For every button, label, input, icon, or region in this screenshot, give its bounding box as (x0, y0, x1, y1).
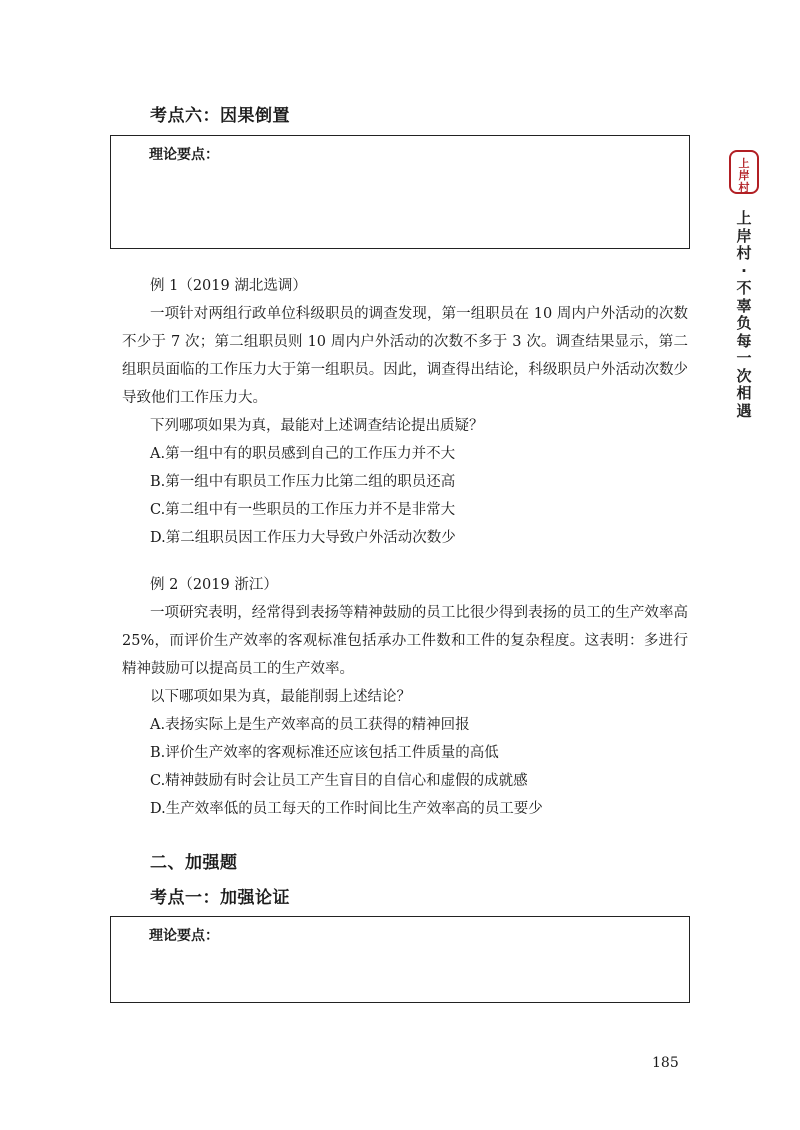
seal-char: 上 (738, 157, 750, 170)
slogan-char: 辜 (736, 296, 752, 315)
example-2 (122, 571, 688, 823)
slogan-char: 每 (736, 331, 752, 350)
option-b: B.评价生产效率的客观标准还应该包括工件质量的高低 (150, 745, 499, 761)
option-d: D.第二组职员因工作压力大导致户外活动次数少 (150, 530, 456, 546)
section-heading-cause-reversal: 考点六：因果倒置 (150, 106, 290, 126)
slogan-char: 相 (736, 384, 752, 402)
sidebar-brand (727, 150, 761, 420)
theory-box-1 (110, 135, 690, 249)
example-title: 例 2（2019 浙江） (150, 577, 278, 593)
seal-char: 岸 (738, 169, 750, 182)
section-heading-strengthen-argument: 考点一：加强论证 (150, 888, 290, 908)
option-c: C.第二组中有一些职员的工作压力并不是非常大 (150, 502, 456, 518)
slogan-char: 村 (736, 244, 752, 262)
example-paragraph: 一项研究表明，经常得到表扬等精神鼓励的员工比很少得到表扬的员工的生产效率高 25%，而评价生产效率的客观标准包括承办工件数和工件的复杂程度。这表明：多进行精神鼓励可以提高员工的生产效率。 (122, 605, 688, 677)
brand-slogan (727, 210, 761, 420)
brand-seal-icon (729, 150, 759, 194)
slogan-char: 一 (736, 349, 752, 367)
slogan-char: 次 (736, 366, 752, 385)
seal-char: 村 (738, 181, 750, 194)
slogan-char: 岸 (736, 226, 752, 245)
example-title: 例 1（2019 湖北选调） (150, 278, 307, 294)
slogan-char: 负 (736, 314, 752, 332)
part-heading-strengthen: 二、加强题 (150, 853, 238, 873)
slogan-char: 上 (736, 209, 752, 227)
example-question: 下列哪项如果为真，最能对上述调查结论提出质疑？ (150, 418, 484, 434)
theory-box-label: 理论要点： (149, 928, 219, 944)
option-b: B.第一组中有职员工作压力比第二组的职员还高 (150, 474, 456, 490)
option-a: A.表扬实际上是生产效率高的员工获得的精神回报 (150, 717, 470, 733)
option-c: C.精神鼓励有时会让员工产生盲目的自信心和虚假的成就感 (150, 773, 528, 789)
example-1 (122, 272, 688, 552)
example-paragraph: 一项针对两组行政单位科级职员的调查发现，第一组职员在 10 周内户外活动的次数不少于 7 次；第二组职员则 10 周内户外活动的次数不多于 3 次。调查结果显示，第二组职员面临的工作压力大于第一组职员。因此，调查得出结论，科级职员户外活动次数少导致他们工作压力大。 (122, 306, 688, 406)
theory-box-label: 理论要点： (149, 147, 219, 163)
example-question: 以下哪项如果为真，最能削弱上述结论？ (150, 689, 411, 705)
page-number: 185 (652, 1055, 679, 1071)
option-a: A.第一组中有的职员感到自己的工作压力并不大 (150, 446, 456, 462)
slogan-char: · (741, 261, 747, 280)
theory-box-2 (110, 916, 690, 1003)
slogan-char: 遇 (736, 401, 752, 420)
slogan-char: 不 (736, 279, 752, 297)
option-d: D.生产效率低的员工每天的工作时间比生产效率高的员工要少 (150, 801, 543, 817)
